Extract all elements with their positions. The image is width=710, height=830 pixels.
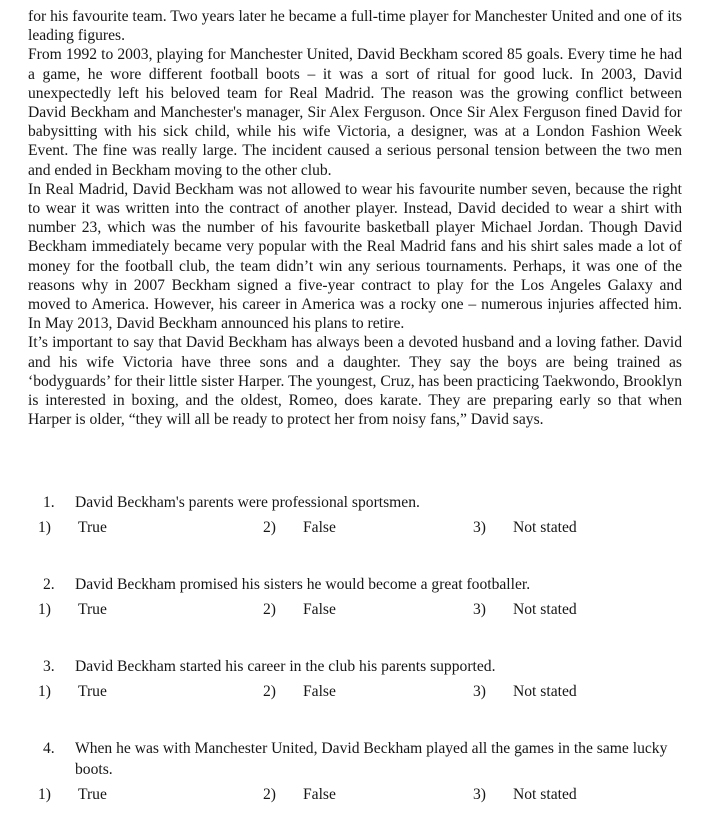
questions-section bbox=[28, 492, 682, 830]
option-number: 1) bbox=[38, 601, 51, 618]
question-number: 4. bbox=[43, 740, 55, 757]
option-not-stated bbox=[473, 599, 682, 620]
option-label: Not stated bbox=[513, 519, 577, 536]
option-number: 3) bbox=[473, 519, 486, 536]
answer-options bbox=[28, 681, 682, 702]
question-number: 3. bbox=[43, 658, 55, 675]
option-label: True bbox=[78, 601, 107, 618]
question-block-4 bbox=[28, 738, 682, 805]
option-number: 2) bbox=[263, 683, 276, 700]
option-not-stated bbox=[473, 681, 682, 702]
option-label: Not stated bbox=[513, 601, 577, 618]
option-number: 1) bbox=[38, 786, 51, 803]
option-true bbox=[38, 599, 263, 620]
passage-paragraph-1: for his favourite team. Two years later he became a full-time player for Manchester United and one of its leading figures. bbox=[28, 8, 682, 45]
question-block-1 bbox=[28, 492, 682, 538]
option-false bbox=[263, 599, 473, 620]
option-number: 2) bbox=[263, 601, 276, 618]
passage-paragraph-2: From 1992 to 2003, playing for Manchester United, David Beckham scored 85 goals. Every time he had a game, he wore different football boots – it was a sort of ritual for good luck. In 2003, David unexpectedly left his beloved team for Real Madrid. The reason was the growing conflict between David Beckham and Manchester's manager, Sir Alex Ferguson. Once Sir Alex Ferguson fined David for babysitting with his sick child, while his wife Victoria, a designer, was at a London Fashion Week Event. The fine was really large. The incident caused a serious personal tension between the two men and ended in Beckham moving to the other club. bbox=[28, 46, 682, 179]
option-not-stated bbox=[473, 517, 682, 538]
question-text: David Beckham promised his sisters he would become a great footballer. bbox=[75, 576, 531, 593]
option-label: True bbox=[78, 519, 107, 536]
option-true bbox=[38, 681, 263, 702]
option-label: False bbox=[303, 601, 336, 618]
question-block-2 bbox=[28, 574, 682, 620]
question-text: When he was with Manchester United, David Beckham played all the games in the same lucky boots. bbox=[75, 740, 668, 778]
question-statement bbox=[28, 656, 682, 677]
option-true bbox=[38, 517, 263, 538]
option-label: False bbox=[303, 683, 336, 700]
option-number: 2) bbox=[263, 786, 276, 803]
reading-passage bbox=[28, 7, 682, 429]
option-false bbox=[263, 517, 473, 538]
question-number: 2. bbox=[43, 576, 55, 593]
option-number: 1) bbox=[38, 519, 51, 536]
option-number: 1) bbox=[38, 683, 51, 700]
option-number: 2) bbox=[263, 519, 276, 536]
option-label: False bbox=[303, 519, 336, 536]
answer-options bbox=[28, 599, 682, 620]
question-text: David Beckham's parents were professional sportsmen. bbox=[75, 494, 420, 511]
question-block-3 bbox=[28, 656, 682, 702]
option-false bbox=[263, 681, 473, 702]
question-text: David Beckham started his career in the club his parents supported. bbox=[75, 658, 496, 675]
option-not-stated bbox=[473, 784, 682, 805]
option-label: Not stated bbox=[513, 786, 577, 803]
option-true bbox=[38, 784, 263, 805]
option-label: False bbox=[303, 786, 336, 803]
answer-options bbox=[28, 784, 682, 805]
question-statement bbox=[28, 738, 682, 780]
question-statement bbox=[28, 574, 682, 595]
option-number: 3) bbox=[473, 683, 486, 700]
answer-options bbox=[28, 517, 682, 538]
passage-paragraph-4: It’s important to say that David Beckham has always been a devoted husband and a loving father. David and his wife Victoria have three sons and a daughter. They say the boys are being trained as ‘bodyguards’ for their little sister Harper. The youngest, Cruz, has been practicing Taekwondo, Brooklyn is interested in boxing, and the oldest, Romeo, does karate. They are preparing early so that when Harper is older, “they will all be ready to protect her from noisy fans,” David says. bbox=[28, 334, 682, 429]
option-label: Not stated bbox=[513, 683, 577, 700]
option-false bbox=[263, 784, 473, 805]
option-label: True bbox=[78, 786, 107, 803]
question-number: 1. bbox=[43, 494, 55, 511]
option-label: True bbox=[78, 683, 107, 700]
option-number: 3) bbox=[473, 786, 486, 803]
question-statement bbox=[28, 492, 682, 513]
option-number: 3) bbox=[473, 601, 486, 618]
passage-paragraph-3: In Real Madrid, David Beckham was not allowed to wear his favourite number seven, because the right to wear it was written into the contract of another player. Instead, David decided to wear a shirt with number 23, which was the number of his favourite basketball player Michael Jordan. Though David Beckham immediately became very popular with the Real Madrid fans and his shirt sales made a lot of money for the football club, the team didn’t win any serious tournaments. Perhaps, it was one of the reasons why in 2007 Beckham signed a five-year contract to play for the Los Angeles Galaxy and moved to America. However, his career in America was a rocky one – numerous injuries affected him. In May 2013, David Beckham announced his plans to retire. bbox=[28, 180, 682, 333]
